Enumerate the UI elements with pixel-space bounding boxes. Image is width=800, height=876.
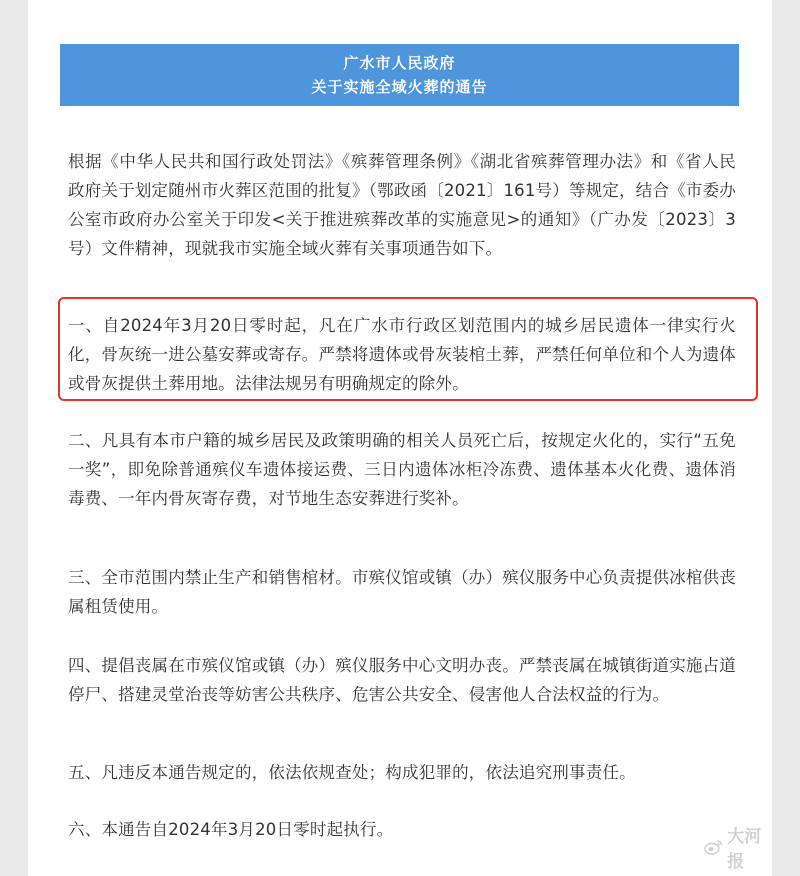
notice-title: 关于实施全域火葬的通告	[311, 78, 488, 96]
watermark	[704, 822, 772, 872]
weibo-icon	[704, 838, 723, 856]
clause-4: 四、提倡丧属在市殡仪馆或镇（办）殡仪服务中心文明办丧。严禁丧属在城镇街道实施占道停尸、搭建灵堂治丧等妨害公共秩序、危害公共安全、侵害他人合法权益的行为。	[68, 656, 736, 704]
clause-6: 六、本通告自2024年3月20日零时起执行。	[68, 820, 394, 839]
intro-paragraph: 根据《中华人民共和国行政处罚法》《殡葬管理条例》《湖北省殡葬管理办法》和《省人民政府关于划定随州市火葬区范围的批复》（鄂政函〔2021〕161号）等规定，结合《市委办公室市政府办公室关于印发<关于推进殡葬改革的实施意见>的通知》（广办发〔2023〕3号）文件精神，现就我市实施全域火葬有关事项通告如下。	[68, 152, 736, 258]
document-page	[28, 0, 772, 876]
clause-3: 三、全市范围内禁止生产和销售棺材。市殡仪馆或镇（办）殡仪服务中心负责提供冰棺供丧属租赁使用。	[68, 568, 736, 616]
clause-5: 五、凡违反本通告规定的，依法依规查处；构成犯罪的，依法追究刑事责任。	[68, 763, 636, 782]
watermark-text: 大河报	[727, 827, 762, 872]
clause-1: 一、自2024年3月20日零时起，凡在广水市行政区划范围内的城乡居民遗体一律实行火化，骨灰统一进公墓安葬或寄存。严禁将遗体或骨灰装棺土葬，严禁任何单位和个人为遗体或骨灰提供土葬用地。法律法规另有明确规定的除外。	[68, 316, 736, 393]
clause-2: 二、凡具有本市户籍的城乡居民及政策明确的相关人员死亡后，按规定火化的，实行“五免一奖”，即免除普通殡仪车遗体接运费、三日内遗体冰柜冷冻费、遗体基本火化费、遗体消毒费、一年内骨灰寄存费，对节地生态安葬进行奖补。	[68, 431, 736, 508]
issuer-title: 广水市人民政府	[343, 54, 456, 72]
title-banner	[60, 44, 739, 106]
